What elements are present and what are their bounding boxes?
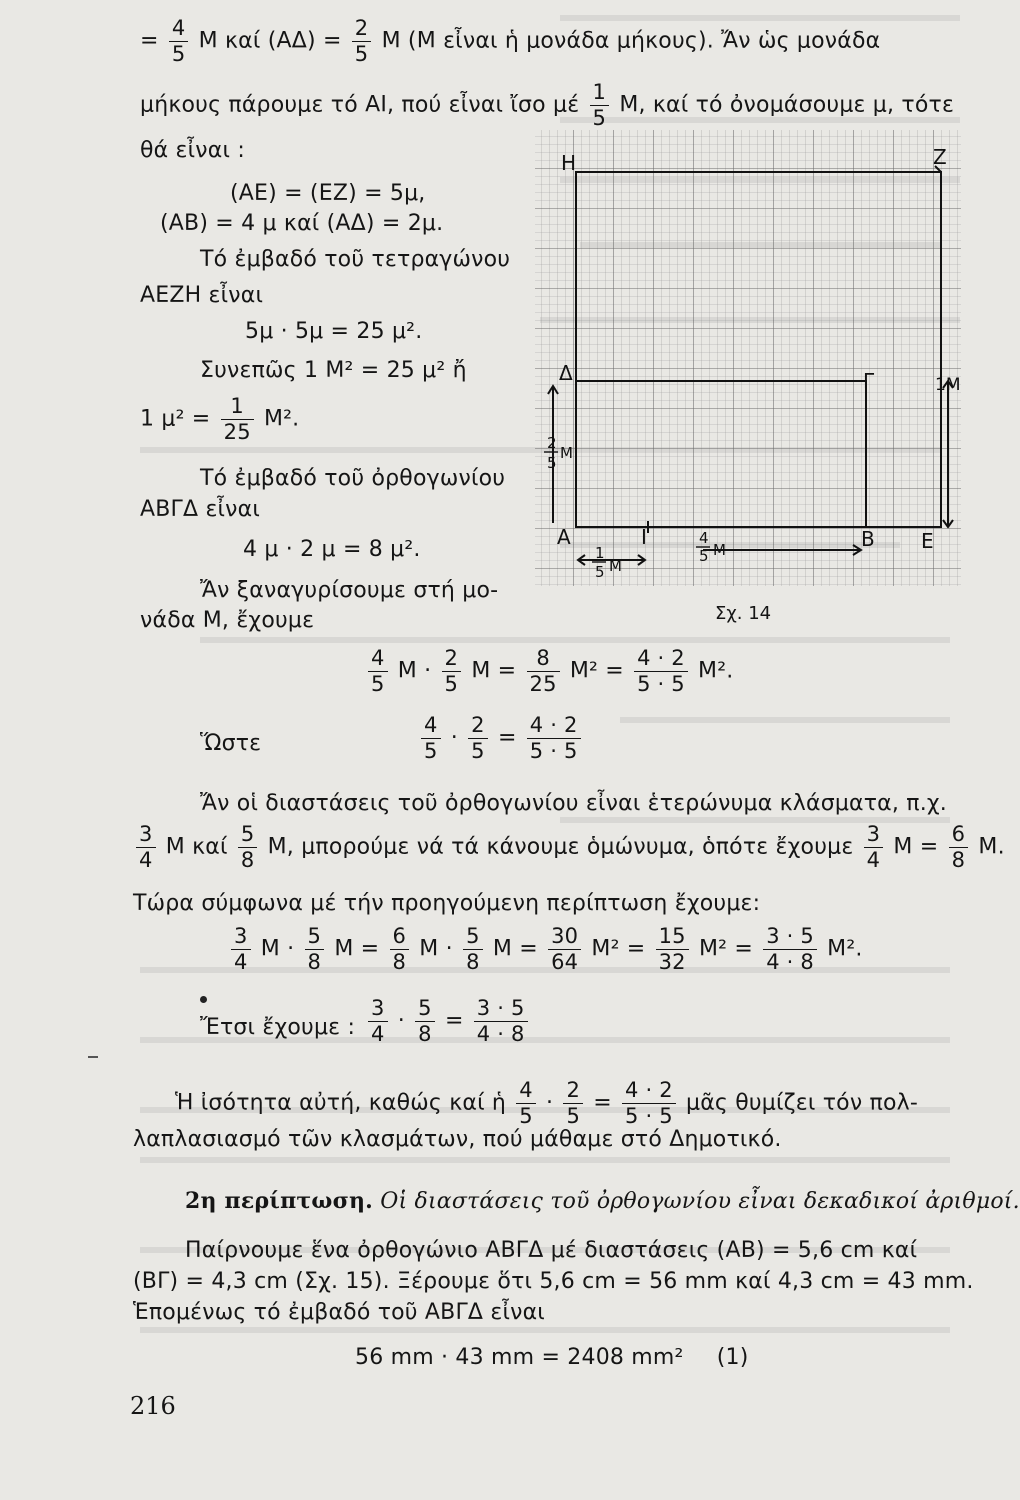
paragraph-4-line-1: Παίρνουμε ἕνα ὀρθογώνιο ΑΒΓΔ μέ διαστάσεις (ΑΒ) = 5,6 cm καί [185, 1238, 918, 1263]
label-b: Β [861, 527, 875, 551]
frac-2-5-unit: Μ [560, 444, 573, 462]
text-line-2 [140, 82, 954, 129]
numerator: 4 [519, 1078, 533, 1102]
text-line-15: νάδα Μ, ἔχουμε [140, 608, 315, 633]
denominator: 4 [864, 847, 884, 871]
paragraph-1: Ἄν οἱ διαστάσεις τοῦ ὀρθογωνίου εἶναι ἑτερώνυμα κλάσματα, π.χ. [200, 791, 948, 816]
text-line-12: ΑΒΓΔ εἶναι [140, 497, 261, 522]
numerator: 4 [424, 713, 438, 737]
line10-text-a: 1 μ² = [140, 406, 211, 432]
denominator: 8 [415, 1021, 435, 1045]
operator: · [546, 1090, 554, 1116]
operator: Μ = [492, 936, 538, 962]
text-line-17 [133, 824, 1005, 871]
numerator: 5 [466, 924, 480, 948]
numerator: 1 [592, 80, 607, 104]
numerator: 6 [392, 924, 407, 948]
fraction-2-5 [352, 18, 372, 65]
line1-text-b: Μ (Μ εἶναι ἡ μονάδα μήκους). Ἄν ὡς μονάδα [381, 28, 881, 54]
numerator: 3 [234, 924, 248, 948]
operator: = [444, 1008, 464, 1034]
label-z: Ζ [933, 145, 947, 169]
denominator: 32 [656, 949, 689, 973]
paragraph-3 [175, 1080, 918, 1127]
numerator: 15 [658, 924, 686, 948]
section-heading [185, 1187, 1020, 1216]
numerator: 4 · 2 [637, 646, 685, 670]
denominator: 8 [949, 847, 969, 871]
denominator: 4 [368, 1021, 388, 1045]
numerator: 1 [230, 394, 244, 418]
equation-area-mm [355, 1344, 749, 1372]
operator: Μ · [419, 936, 453, 962]
numerator: 4 [371, 646, 385, 670]
denominator: 4 [136, 847, 156, 871]
denominator: 5 [352, 41, 372, 65]
numerator: 5 [240, 822, 255, 846]
line1-text-a: Μ καί (ΑΔ) = [198, 28, 342, 54]
equation-product-3 [228, 926, 863, 973]
section-title: Οἱ διαστάσεις τοῦ ὀρθογωνίου εἶναι δεκαδικοί ἀριθμοί. [380, 1189, 1020, 1214]
numerator: 4 · 2 [529, 713, 578, 737]
operator: Μ · [260, 936, 295, 962]
operator: Μ = [334, 936, 380, 962]
denominator: 5 [421, 738, 441, 762]
bullet-dot [200, 996, 207, 1003]
numerator: 2 [354, 16, 369, 40]
operator: Μ · [397, 658, 432, 684]
equation-expression: 56 mm · 43 mm = 2408 mm² [355, 1345, 684, 1370]
denominator: 64 [548, 949, 581, 973]
label-e: Ε [921, 529, 934, 553]
operator: Μ². [698, 658, 734, 684]
line2-text-a: μήκους πάρουμε τό ΑΙ, πού εἶναι ἴσο μέ [140, 92, 580, 118]
numerator: 3 · 5 [476, 996, 525, 1020]
frac-1-5-unit: Μ [609, 557, 622, 575]
text-line-6: Τό ἐμβαδό τοῦ τετραγώνου [200, 247, 511, 272]
para3-text-a: Ἡ ἰσότητα αὐτή, καθώς καί ἡ [175, 1090, 507, 1116]
page-number: 216 [130, 1392, 176, 1420]
text-line-14: Ἄν ξαναγυρίσουμε στή μο- [200, 578, 499, 603]
operator: · [397, 1008, 405, 1034]
figure-caption: Σχ. 14 [715, 603, 772, 624]
equation-product-4 [365, 998, 531, 1045]
text-line-9: Συνεπῶς 1 Μ² = 25 μ² ἤ [200, 358, 467, 383]
denominator: 5 [516, 1103, 536, 1127]
frac-2-5-den: 5 [547, 454, 557, 472]
paragraph-4-line-2: (ΒΓ) = 4,3 cm (Σχ. 15). Ξέρουμε ὅτι 5,6 cm = 56 mm καί 4,3 cm = 43 mm. [133, 1269, 974, 1294]
line2-text-b: Μ, καί τό ὀνομάσουμε μ, τότε [619, 92, 955, 118]
denominator: 8 [463, 949, 483, 973]
denominator: 4 [231, 949, 251, 973]
fraction-1-5 [590, 82, 610, 129]
frac-2-5-num: 2 [547, 434, 557, 452]
numerator: 3 [139, 822, 153, 846]
label-d: Δ [559, 361, 573, 385]
paragraph-4-line-3: Ἑπομένως τό ἐμβαδό τοῦ ΑΒΓΔ εἶναι [133, 1300, 545, 1325]
equals-sign: = [140, 28, 159, 54]
denominator: 5 [442, 671, 462, 695]
equation-ab-ad: (ΑΒ) = 4 μ καί (ΑΔ) = 2μ. [160, 211, 444, 236]
label-ara: Ὥστε [200, 731, 262, 756]
denominator: 4 · 8 [474, 1021, 528, 1045]
operator: Μ² = [591, 936, 646, 962]
frac-4-5-den: 5 [699, 547, 709, 565]
denominator: 5 [563, 1103, 583, 1127]
equation-ae-ez: (ΑΕ) = (ΕΖ) = 5μ, [230, 181, 426, 206]
operator: = [497, 725, 517, 751]
operator: · [450, 725, 458, 751]
figure-14-grid [533, 128, 963, 588]
equation-square-area: 5μ · 5μ = 25 μ². [245, 319, 423, 344]
equation-product-1 [365, 648, 733, 695]
frac-4-5-unit: Μ [713, 541, 726, 559]
operator: Μ = [471, 658, 517, 684]
fraction-1-25 [221, 396, 254, 443]
denominator: 8 [305, 949, 325, 973]
denominator: 8 [390, 949, 410, 973]
frac-1-5-den: 5 [595, 563, 605, 581]
label-g: Γ [863, 369, 875, 393]
paragraph-2: Τώρα σύμφωνα μέ τήν προηγούμενη περίπτωση ἔχουμε: [133, 891, 761, 916]
numerator: 2 [471, 713, 485, 737]
denominator: 8 [238, 847, 258, 871]
operator: = [593, 1090, 612, 1116]
fraction-4-5 [169, 18, 189, 65]
operator: Μ². [827, 936, 863, 962]
denominator: 25 [221, 419, 254, 443]
frac-4-5-num: 4 [699, 529, 709, 547]
denominator: 5 · 5 [527, 738, 581, 762]
numerator: 3 · 5 [766, 924, 814, 948]
label-i: Ι [641, 525, 647, 549]
line17-text-c: Μ = [893, 834, 939, 860]
numerator: 5 [418, 996, 432, 1020]
denominator: 5 · 5 [622, 1103, 676, 1127]
label-etsi: Ἔτσι ἔχουμε : [200, 1015, 356, 1040]
operator: Μ² = [569, 658, 624, 684]
equation-product-2 [418, 715, 584, 762]
numerator: 2 [444, 646, 459, 670]
numerator: 8 [536, 646, 550, 670]
para3-text-b: μᾶς θυμίζει τόν πολ- [686, 1090, 918, 1116]
numerator: 4 [171, 16, 186, 40]
denominator: 25 [527, 671, 560, 695]
label-h: Η [561, 151, 577, 175]
line17-text-d: Μ. [978, 834, 1005, 860]
section-label: 2η περίπτωση. [185, 1188, 374, 1214]
margin-mark [88, 1056, 98, 1058]
numerator: 2 [566, 1078, 580, 1102]
frac-1-5-num: 1 [595, 544, 605, 562]
label-1m: 1Μ [935, 375, 961, 395]
denominator: 5 [169, 41, 189, 65]
equation-number: (1) [716, 1345, 749, 1370]
equation-rectangle-area: 4 μ · 2 μ = 8 μ². [243, 537, 421, 562]
numerator: 4 · 2 [625, 1078, 673, 1102]
denominator: 5 · 5 [634, 671, 688, 695]
numerator: 30 [551, 924, 579, 948]
numerator: 5 [307, 924, 322, 948]
denominator: 4 · 8 [763, 949, 817, 973]
paragraph-3-continued: λαπλασιασμό τῶν κλασμάτων, πού μάθαμε στό Δημοτικό. [133, 1127, 782, 1152]
numerator: 6 [951, 822, 966, 846]
line10-text-b: Μ². [263, 406, 300, 432]
text-line-7: ΑΕΖΗ εἶναι [140, 283, 264, 308]
text-line-1 [140, 18, 880, 65]
label-a: Α [557, 525, 571, 549]
operator: Μ² = [698, 936, 753, 962]
line17-text-b: Μ, μπορούμε νά τά κάνουμε ὁμώνυμα, ὁπότε ἔχουμε [267, 834, 854, 860]
text-line-3: θά εἶναι : [140, 138, 245, 163]
graph-paper [535, 130, 961, 586]
denominator: 5 [368, 671, 388, 695]
denominator: 5 [590, 105, 610, 129]
numerator: 3 [371, 996, 385, 1020]
text-line-11: Τό ἐμβαδό τοῦ ὀρθογωνίου [200, 466, 506, 491]
numerator: 3 [866, 822, 881, 846]
denominator: 5 [468, 738, 488, 762]
equation-mu-squared [140, 396, 299, 443]
line17-text-a: Μ καί [165, 834, 228, 860]
